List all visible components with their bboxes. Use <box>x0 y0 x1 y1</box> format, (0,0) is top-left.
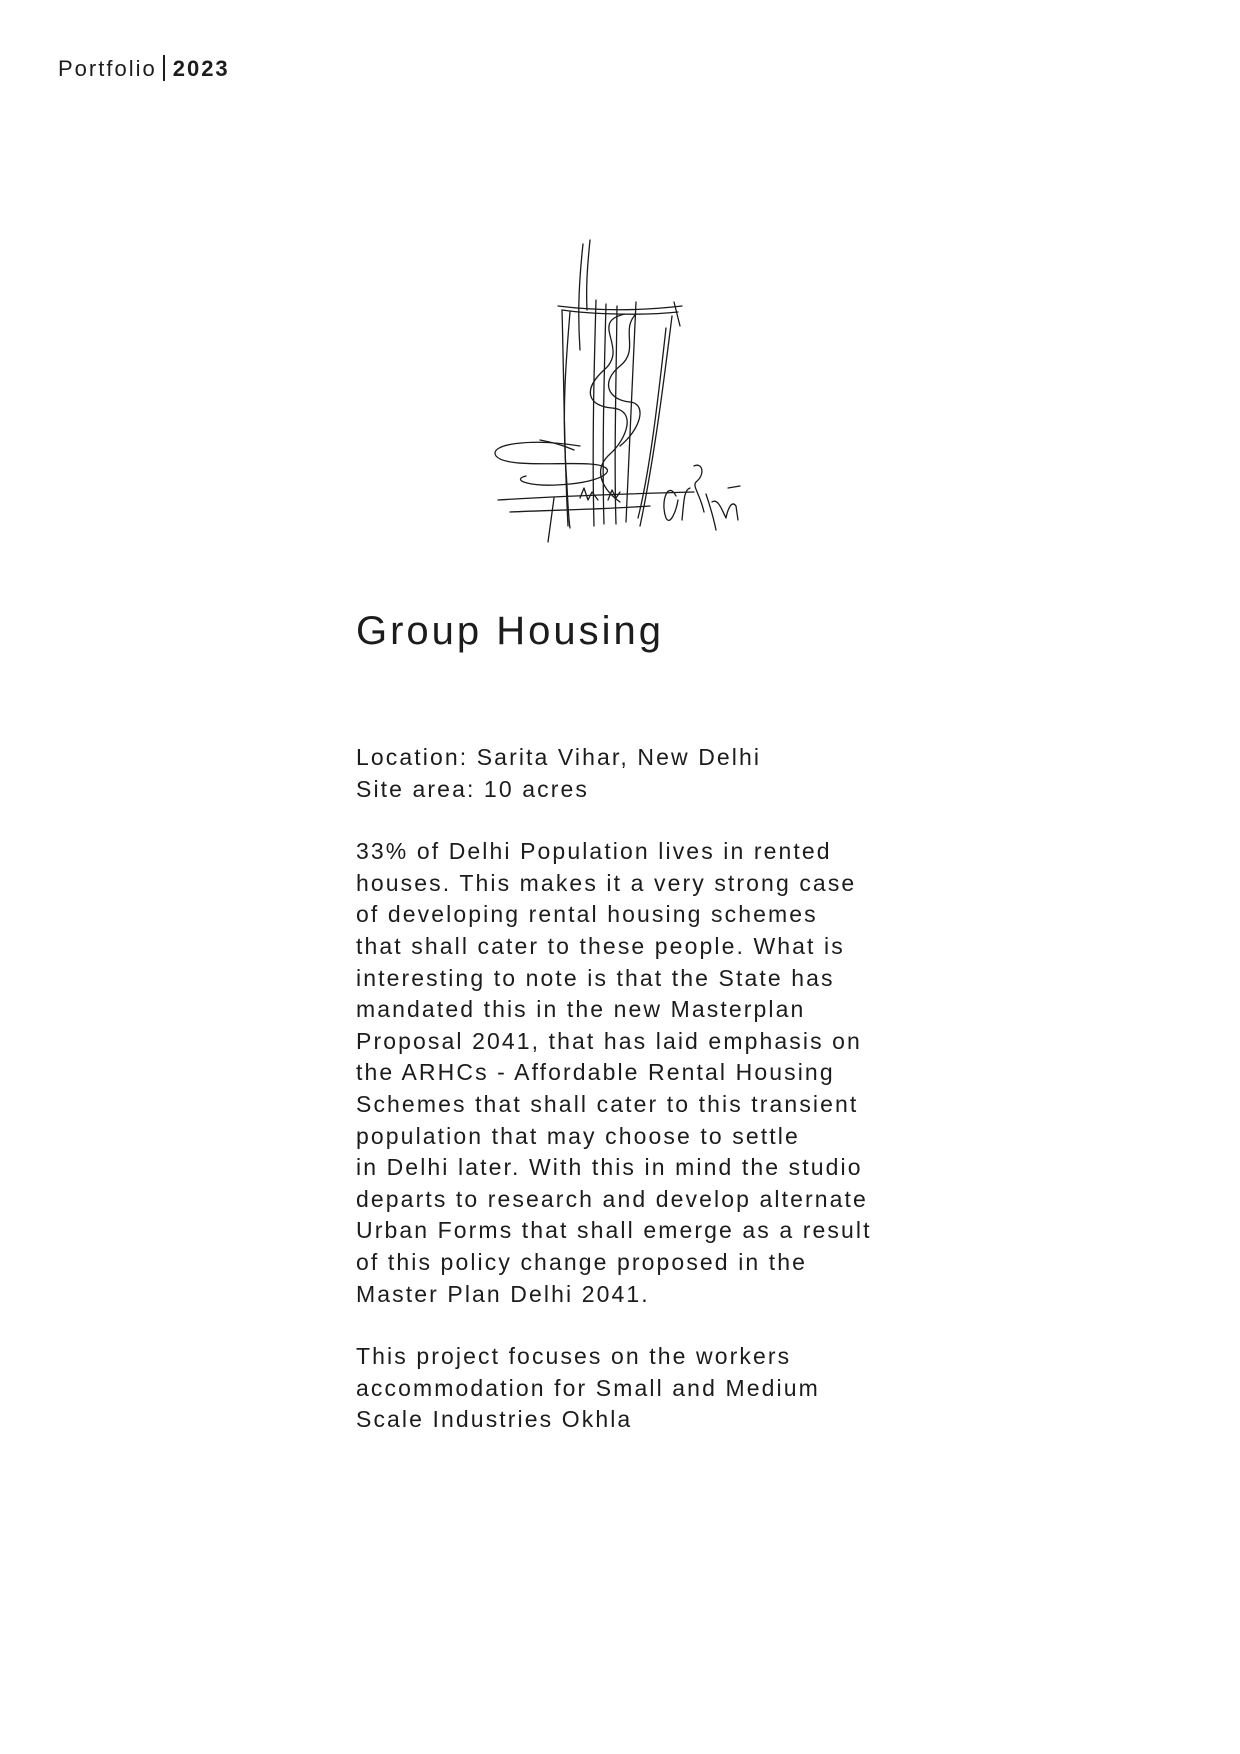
description-line: population that may choose to settle <box>356 1122 800 1149</box>
portfolio-label: Portfolio <box>58 56 157 81</box>
description-paragraph <box>356 836 916 1310</box>
project-meta <box>356 742 916 805</box>
portfolio-year: 2023 <box>172 56 230 81</box>
tower-sketch-icon <box>470 230 770 570</box>
description-line: of this policy change proposed in the <box>356 1248 808 1275</box>
description-line: Master Plan Delhi 2041. <box>356 1280 650 1307</box>
description-line: Proposal 2041, that has laid emphasis on <box>356 1027 862 1054</box>
description-line: that shall cater to these people. What is <box>356 932 845 959</box>
description-line: in Delhi later. With this in mind the studio <box>356 1154 863 1181</box>
focus-line: accommodation for Small and Medium <box>356 1374 820 1401</box>
description-line: of developing rental housing schemes <box>356 901 818 928</box>
header-divider <box>163 55 165 81</box>
focus-line: Scale Industries Okhla <box>356 1406 633 1433</box>
description-line: departs to research and develop alternate <box>356 1185 868 1212</box>
location-text: Location: Sarita Vihar, New Delhi <box>356 744 762 770</box>
page-title: Group Housing <box>356 609 665 653</box>
description-line: Urban Forms that shall emerge as a result <box>356 1217 872 1244</box>
description-line: the ARHCs - Affordable Rental Housing <box>356 1059 835 1086</box>
description-line: Schemes that shall cater to this transient <box>356 1090 859 1117</box>
focus-line: This project focuses on the workers <box>356 1343 792 1370</box>
focus-paragraph <box>356 1341 916 1436</box>
description-line: mandated this in the new Masterplan <box>356 996 806 1023</box>
site-area-text: Site area: 10 acres <box>356 775 589 802</box>
portfolio-header <box>58 54 230 84</box>
description-line: interesting to note is that the State has <box>356 964 835 991</box>
project-description <box>356 742 916 1436</box>
description-line: houses. This makes it a very strong case <box>356 869 857 896</box>
description-line: 33% of Delhi Population lives in rented <box>356 838 832 865</box>
